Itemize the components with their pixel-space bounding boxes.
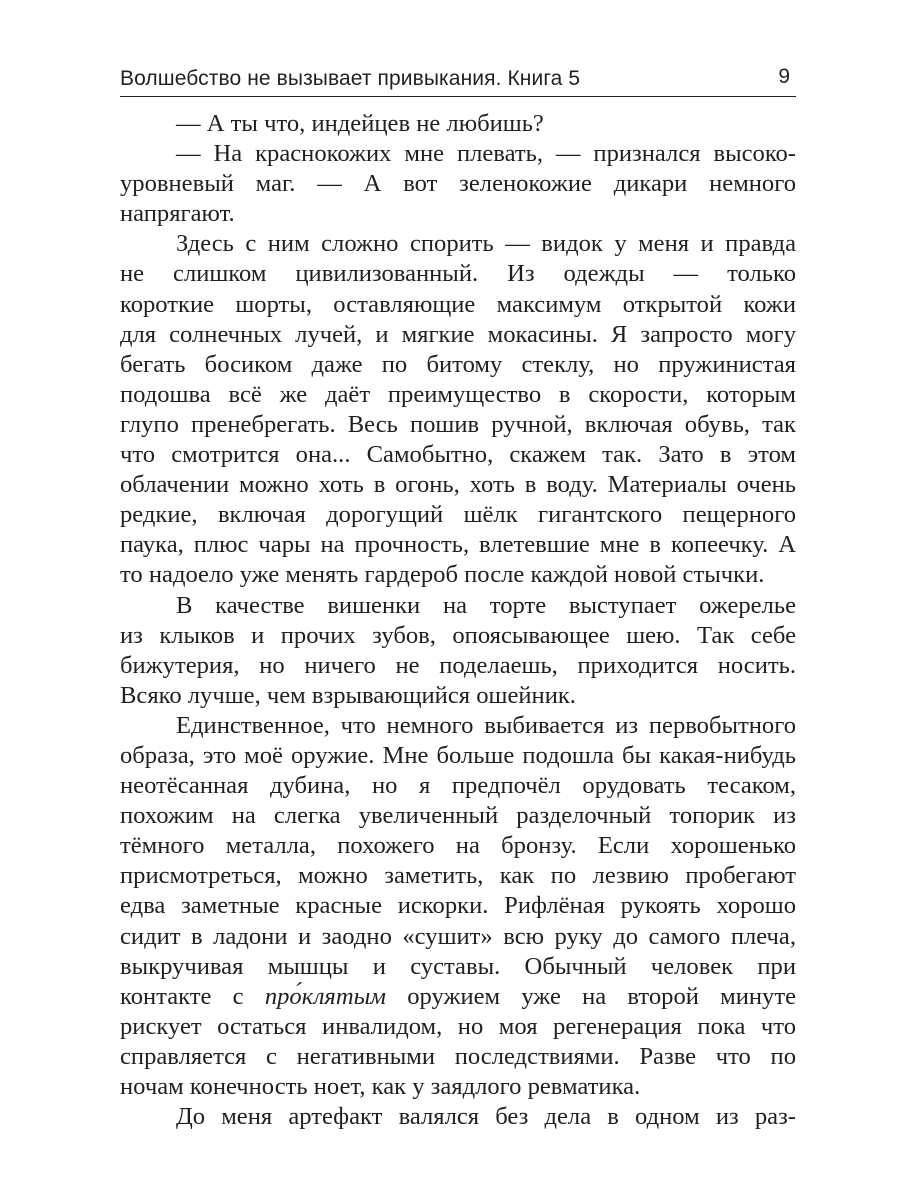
text-line: тёмного металла, похожего на бронзу. Если хорошенько xyxy=(120,832,796,860)
line-text-before-italic: контакте с xyxy=(120,982,265,1010)
text-line-with-italic xyxy=(120,982,796,1012)
text-line: справляется с негативными последствиями. Разве что по xyxy=(120,1042,796,1070)
text-line: бижутерия, но ничего не поделаешь, приходится носить. xyxy=(120,651,796,679)
page-number: 9 xyxy=(778,65,790,88)
text-line: похожим на слегка увеличенный разделочный топорик из xyxy=(120,802,796,830)
text-line: выкручивая мышцы и суставы. Обычный человек при xyxy=(120,952,796,980)
line-text-after-italic: оружием уже на второй минуте xyxy=(385,982,796,1010)
text-line: сидит в ладони и заодно «сушит» всю руку до самого плеча, xyxy=(120,922,796,950)
running-header xyxy=(120,58,796,97)
text-line: Здесь с ним сложно спорить — видок у меня и правда xyxy=(176,230,796,258)
text-line: присмотреться, можно заметить, как по лезвию пробегают xyxy=(120,862,796,890)
text-line: облачении можно хоть в огонь, хоть в воду. Материалы очень xyxy=(120,471,796,499)
text-line: для солнечных лучей, и мягкие мокасины. Я запросто могу xyxy=(120,320,796,348)
text-line: неотёсанная дубина, но я предпочёл орудовать тесаком, xyxy=(120,772,796,800)
text-line: — А ты что, индейцев не любишь? xyxy=(176,110,544,137)
text-line: ночам конечность ноет, как у заядлого ревматика. xyxy=(120,1073,641,1100)
text-line: глупо пренебрегать. Весь пошив ручной, включая обувь, так xyxy=(120,410,796,438)
running-title: Волшебство не вызывает привыкания. Книга 5 xyxy=(120,67,581,90)
text-line: подошва всё же даёт преимущество в скорости, которым xyxy=(120,380,796,408)
text-line: то надоело уже менять гардероб после каждой новой стычки. xyxy=(120,561,765,589)
body-text xyxy=(120,109,796,1132)
text-line: что смотрится она... Самобытно, скажем так. Зато в этом xyxy=(120,441,796,469)
text-line: До меня артефакт валялся без дела в одном из раз- xyxy=(176,1103,796,1131)
text-line: В качестве вишенки на торте выступает ожерелье xyxy=(176,591,796,619)
text-line: рискует остаться инвалидом, но моя регенерация пока что xyxy=(120,1012,796,1040)
text-line: Единственное, что немного выбивается из первобытного xyxy=(176,711,796,739)
text-line: образа, это моё оружие. Мне больше подошла бы какая-нибудь xyxy=(120,741,796,769)
text-line: паука, плюс чары на прочность, влетевшие мне в копеечку. А xyxy=(120,531,796,559)
text-line: уровневый маг. — А вот зеленокожие дикари немного xyxy=(120,170,796,198)
text-line: из клыков и прочих зубов, опоясывающее шею. Так себе xyxy=(120,621,796,649)
italic-word: про́клятым xyxy=(264,982,386,1010)
text-line: Всяко лучше, чем взрывающийся ошейник. xyxy=(120,681,576,709)
text-line: бегать босиком даже по битому стеклу, но пружинистая xyxy=(120,350,796,378)
text-line: не слишком цивилизованный. Из одежды — только xyxy=(120,260,796,288)
text-line: едва заметные красные искорки. Рифлёная рукоять хорошо xyxy=(120,892,796,920)
text-line: — На краснокожих мне плевать, — признался высоко- xyxy=(176,140,796,168)
text-line: редкие, включая дорогущий шёлк гигантского пещерного xyxy=(120,501,796,529)
text-line: напрягают. xyxy=(120,200,235,228)
text-line: короткие шорты, оставляющие максимум открытой кожи xyxy=(120,290,796,318)
